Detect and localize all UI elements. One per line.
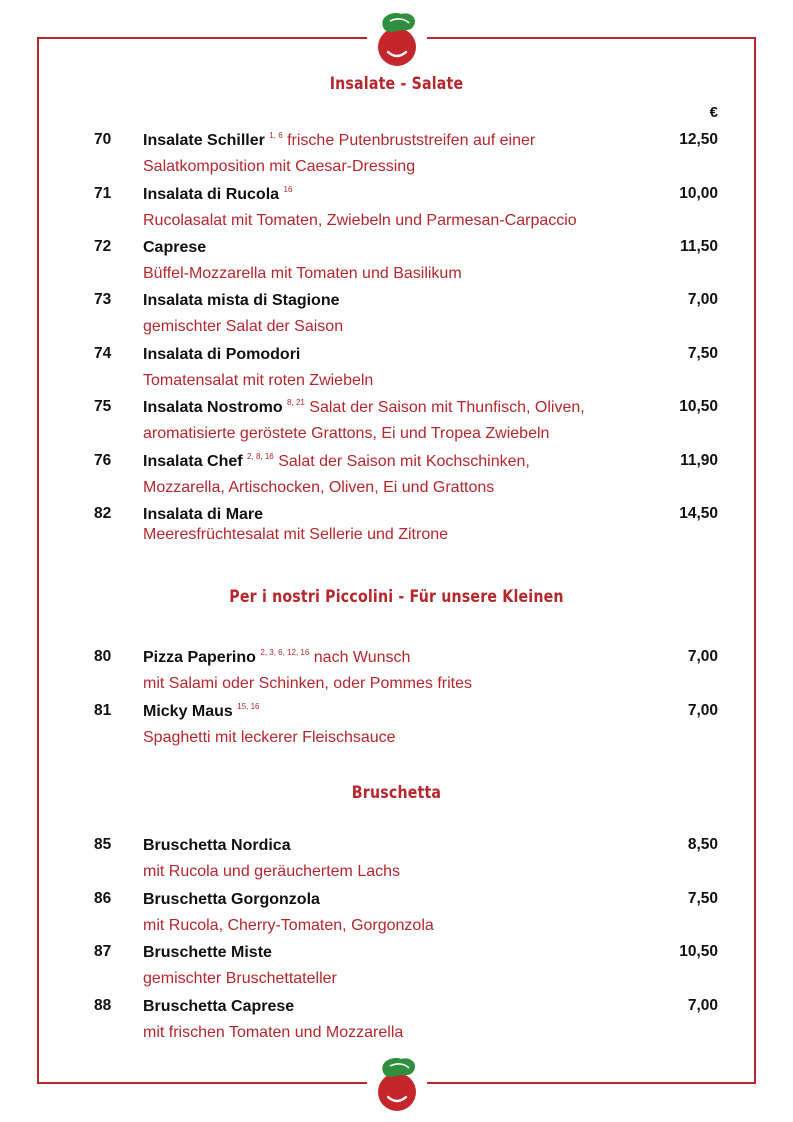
allergen-codes: 16	[283, 185, 293, 194]
item-description-2: gemischter Salat der Saison	[143, 318, 344, 335]
item-name: Bruschetta Caprese	[143, 998, 295, 1015]
item-number: 80	[94, 648, 112, 665]
menu-item	[0, 648, 793, 700]
item-description: nach Wunsch	[313, 649, 411, 666]
item-price: 7,00	[687, 997, 718, 1014]
item-name: Insalate Schiller	[143, 132, 265, 149]
menu-item	[0, 452, 793, 504]
item-price: 10,50	[679, 398, 718, 415]
item-price: 11,50	[680, 238, 718, 255]
item-number: 87	[94, 943, 112, 960]
tomato-logo-icon	[367, 1050, 427, 1114]
menu-item	[0, 836, 793, 888]
item-description-2: Meeresfrüchtesalat mit Sellerie und Zitrone	[143, 526, 449, 543]
item-name: Bruschetta Nordica	[143, 837, 291, 854]
allergen-codes: 2, 3, 6, 12, 16	[260, 648, 310, 657]
item-name: Insalata di Mare	[143, 506, 264, 523]
menu-item	[0, 702, 793, 754]
item-name: Insalata di Rucola	[143, 186, 280, 203]
item-price: 10,00	[679, 185, 718, 202]
item-price: 7,50	[687, 345, 718, 362]
menu-item	[0, 505, 793, 557]
menu-item	[0, 185, 793, 237]
item-description-2: Spaghetti mit leckerer Fleischsauce	[143, 729, 396, 746]
item-price: 8,50	[687, 836, 718, 853]
item-number: 74	[94, 345, 112, 362]
allergen-codes: 8, 21	[287, 398, 305, 407]
section-title-bruschetta: Bruschetta	[351, 783, 442, 802]
item-number: 81	[94, 702, 112, 719]
item-description-2: aromatisierte geröstete Grattons, Ei und Tropea Zwiebeln	[143, 425, 550, 442]
item-name: Bruschetta Gorgonzola	[143, 891, 320, 908]
item-description-2: gemischter Bruschettateller	[143, 970, 337, 987]
item-name: Insalata Nostromo	[143, 399, 283, 416]
item-price: 14,50	[679, 505, 718, 522]
item-description-2: Salatkomposition mit Caesar-Dressing	[143, 158, 416, 175]
section-title-salads: Insalate - Salate	[329, 74, 464, 93]
item-description-2: Mozzarella, Artischocken, Oliven, Ei und Grattons	[143, 479, 495, 496]
item-description-2: mit frischen Tomaten und Mozzarella	[143, 1024, 404, 1041]
item-name: Micky Maus	[143, 703, 233, 720]
menu-item	[0, 997, 793, 1049]
item-price: 7,00	[687, 702, 718, 719]
menu-item	[0, 238, 793, 290]
item-number: 73	[94, 291, 112, 308]
item-number: 76	[94, 452, 112, 469]
item-description: Salat der Saison mit Kochschinken,	[278, 453, 530, 470]
item-number: 75	[94, 398, 112, 415]
item-number: 88	[94, 997, 112, 1014]
item-name: Bruschette Miste	[143, 944, 272, 961]
item-description-2: Tomatensalat mit roten Zwiebeln	[143, 372, 374, 389]
item-number: 70	[94, 131, 112, 148]
item-name: Caprese	[143, 239, 207, 256]
currency-symbol: €	[709, 104, 718, 121]
allergen-codes: 2, 8, 16	[247, 452, 274, 461]
item-name: Insalata mista di Stagione	[143, 292, 340, 309]
item-number: 72	[94, 238, 112, 255]
item-description: Salat der Saison mit Thunfisch, Oliven,	[309, 399, 585, 416]
menu-item	[0, 398, 793, 450]
item-description: frische Putenbruststreifen auf einer	[287, 132, 536, 149]
menu-item	[0, 131, 793, 183]
item-description-2: mit Salami oder Schinken, oder Pommes frites	[143, 675, 473, 692]
item-description-2: Rucolasalat mit Tomaten, Zwiebeln und Parmesan-Carpaccio	[143, 212, 577, 229]
item-price: 7,00	[687, 291, 718, 308]
section-title-kids: Per i nostri Piccolini - Für unsere Kleinen	[229, 587, 564, 606]
item-number: 86	[94, 890, 112, 907]
item-price: 10,50	[679, 943, 718, 960]
menu-item	[0, 943, 793, 995]
item-name: Insalata di Pomodori	[143, 346, 301, 363]
item-description-2: mit Rucola, Cherry-Tomaten, Gorgonzola	[143, 917, 434, 934]
item-name: Pizza Paperino	[143, 649, 256, 666]
item-name: Insalata Chef	[143, 453, 243, 470]
item-number: 71	[94, 185, 112, 202]
menu-item	[0, 345, 793, 397]
menu-item	[0, 291, 793, 343]
allergen-codes: 1, 6	[269, 131, 283, 140]
item-price: 11,90	[680, 452, 718, 469]
tomato-logo-icon	[367, 5, 427, 69]
allergen-codes: 15, 16	[237, 702, 260, 711]
item-price: 7,00	[687, 648, 718, 665]
menu-item	[0, 890, 793, 942]
item-number: 85	[94, 836, 112, 853]
item-description-2: Büffel-Mozzarella mit Tomaten und Basilikum	[143, 265, 462, 282]
item-price: 7,50	[687, 890, 718, 907]
item-price: 12,50	[679, 131, 718, 148]
item-description-2: mit Rucola und geräuchertem Lachs	[143, 863, 401, 880]
item-number: 82	[94, 505, 112, 522]
